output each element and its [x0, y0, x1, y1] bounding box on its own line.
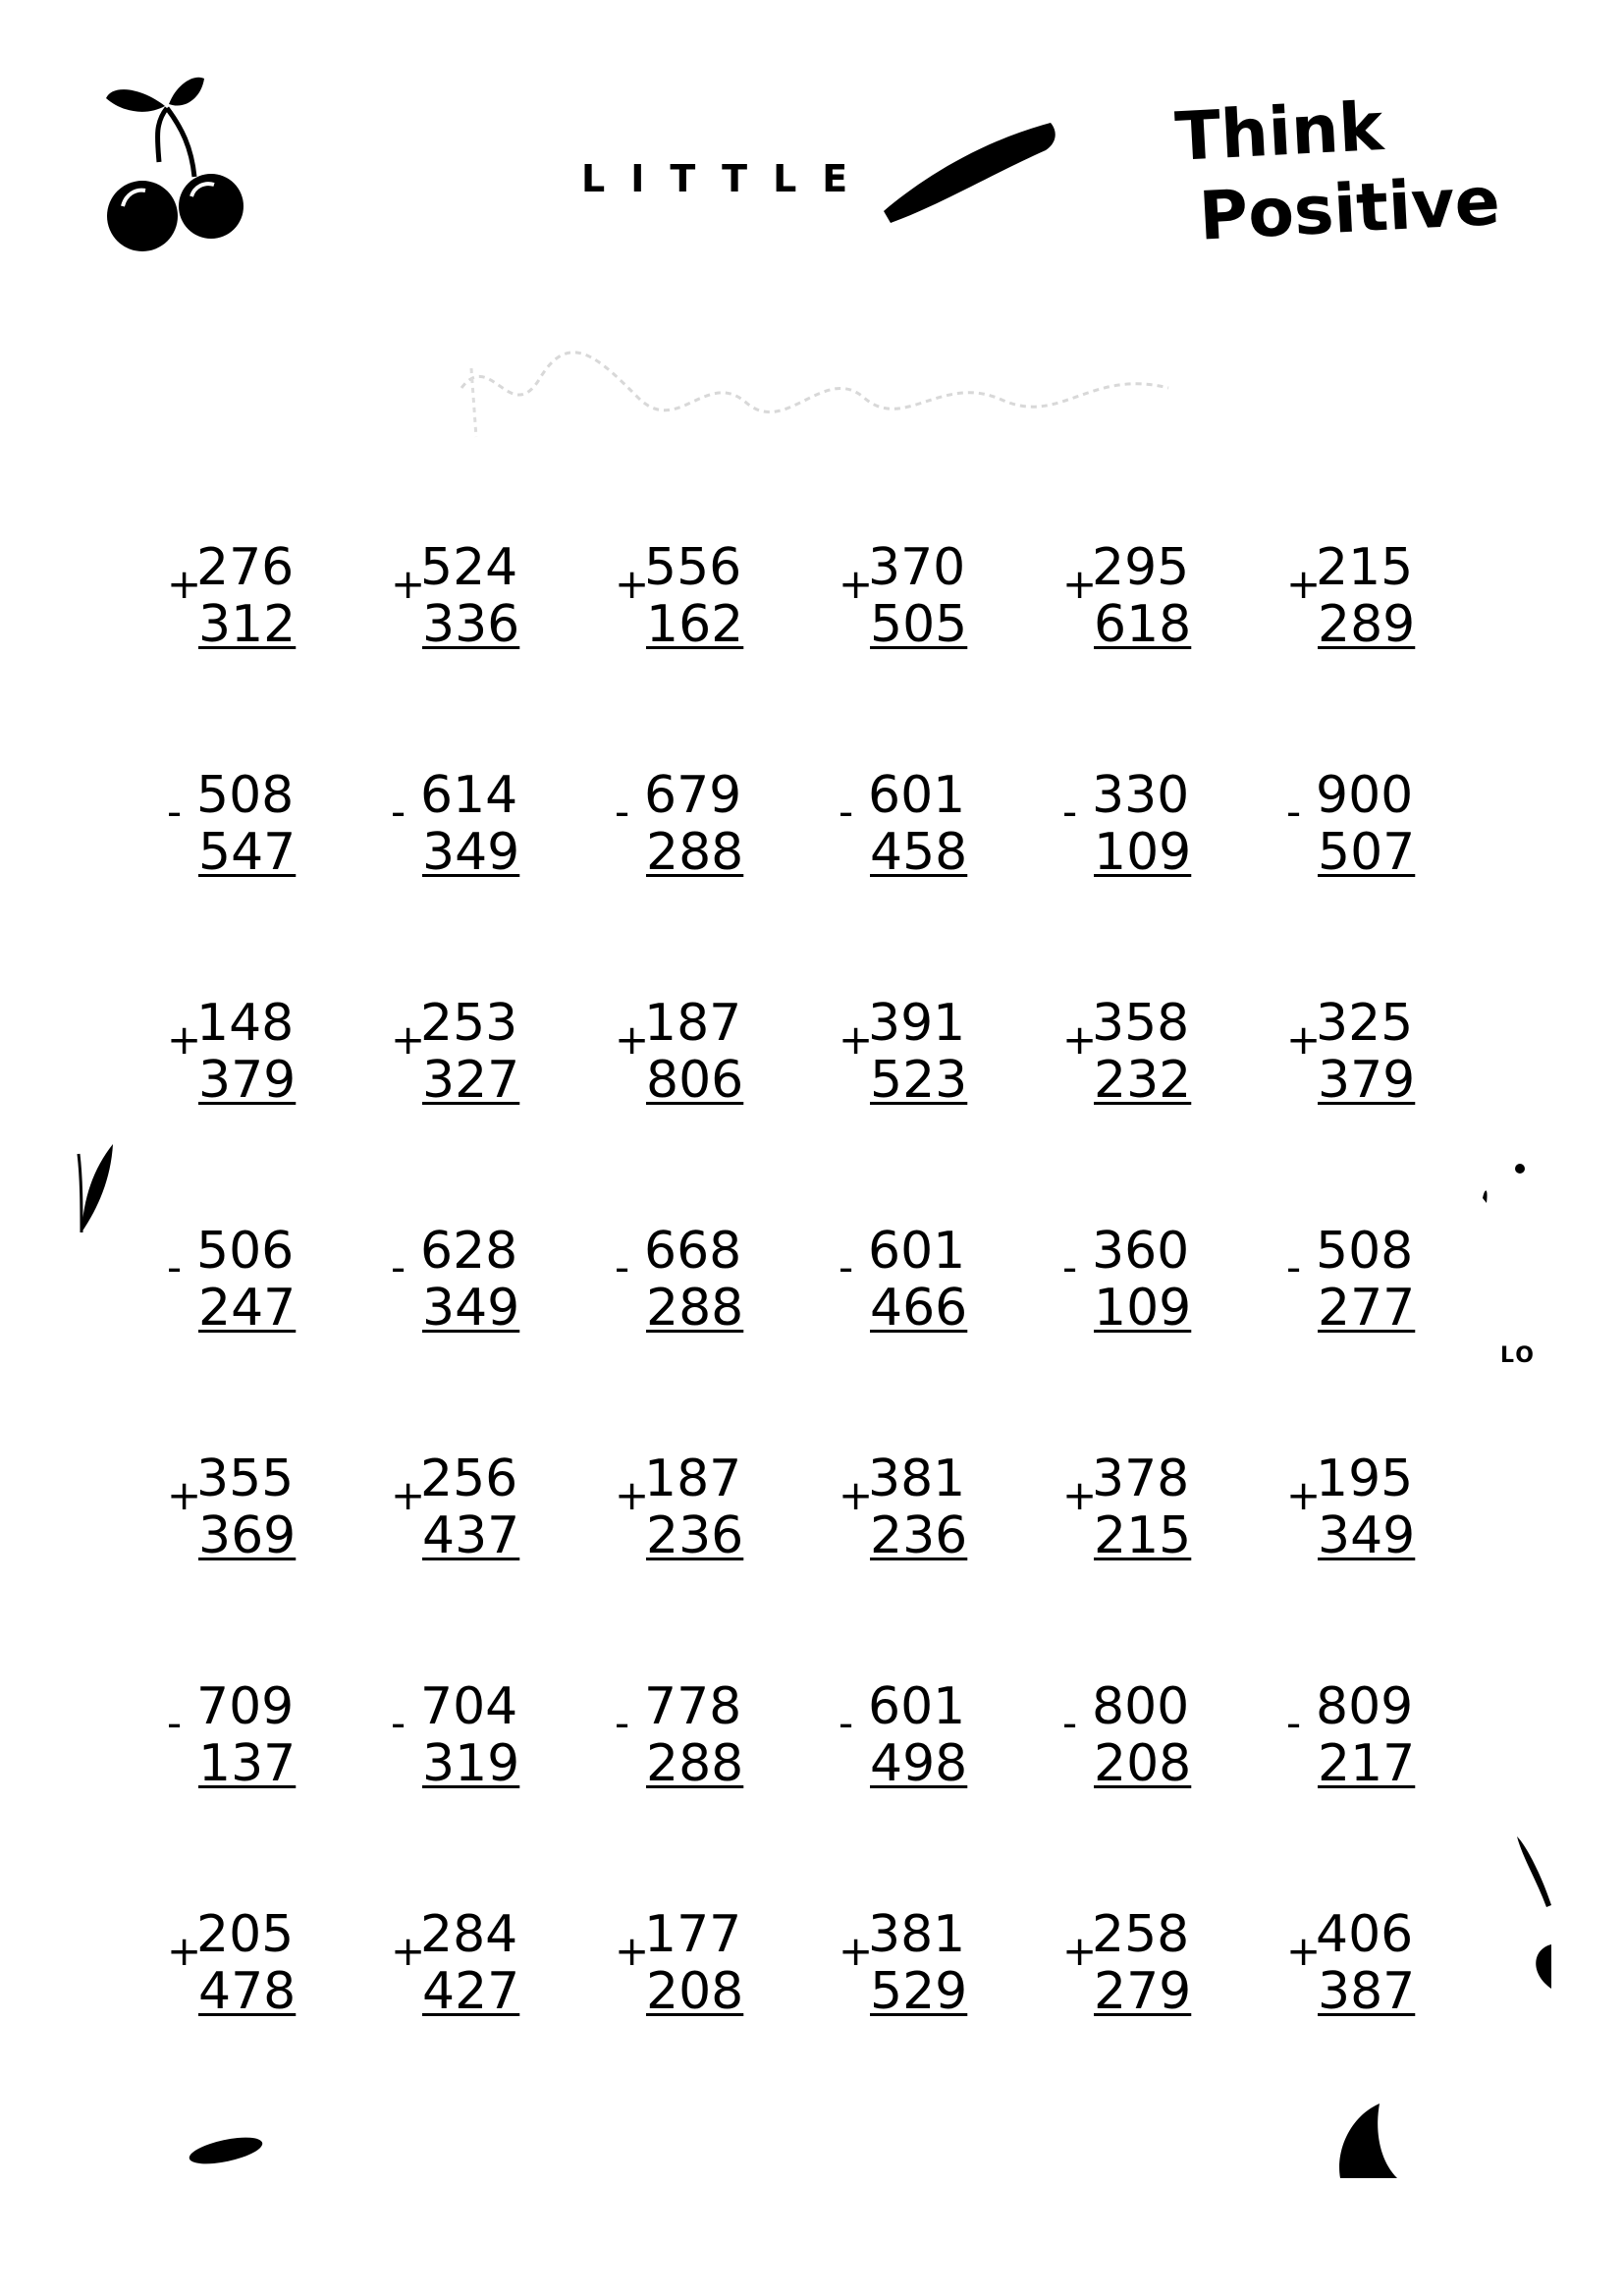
slogan — [1173, 82, 1502, 259]
top-operand: 524 — [420, 538, 518, 597]
top-operand: 355 — [196, 1449, 295, 1508]
top-operand: 508 — [1316, 1222, 1414, 1281]
bottom-operand: 349 — [422, 823, 520, 882]
problem — [1276, 766, 1424, 894]
problem — [381, 538, 528, 666]
bottom-operand: 236 — [870, 1506, 968, 1565]
operator: - — [839, 1699, 854, 1747]
top-operand: 378 — [1092, 1449, 1190, 1508]
bottom-operand: 208 — [1094, 1734, 1192, 1793]
bottom-operand: 312 — [198, 595, 297, 654]
problem-row — [157, 1449, 1463, 1677]
brand-title: LITTLE — [581, 157, 874, 200]
problem — [829, 766, 976, 894]
bottom-operand: 277 — [1318, 1279, 1416, 1338]
top-operand: 809 — [1316, 1677, 1414, 1736]
problem-row — [157, 1222, 1463, 1449]
top-operand: 391 — [868, 994, 966, 1053]
bottom-operand: 109 — [1094, 823, 1192, 882]
operator: + — [391, 560, 426, 608]
problem — [157, 1449, 304, 1577]
problem-row — [157, 766, 1463, 994]
seed-icon — [187, 2131, 265, 2170]
problem — [829, 1222, 976, 1349]
problem-row — [157, 1905, 1463, 2133]
problem — [157, 1905, 304, 2033]
bottom-operand: 505 — [870, 595, 968, 654]
problem — [1276, 1222, 1424, 1349]
operator: - — [839, 1243, 854, 1291]
problem — [1276, 1905, 1424, 2033]
problem — [829, 994, 976, 1121]
problem — [605, 1449, 752, 1577]
problem — [1053, 766, 1200, 894]
cherry-icon — [98, 69, 245, 255]
top-operand: 187 — [644, 994, 742, 1053]
bottom-operand: 232 — [1094, 1051, 1192, 1110]
top-operand: 358 — [1092, 994, 1190, 1053]
bottom-operand: 208 — [646, 1962, 744, 2021]
bottom-operand: 327 — [422, 1051, 520, 1110]
bottom-operand: 236 — [646, 1506, 744, 1565]
top-operand: 601 — [868, 766, 966, 825]
bottom-operand: 109 — [1094, 1279, 1192, 1338]
bottom-operand: 288 — [646, 1279, 744, 1338]
top-operand: 256 — [420, 1449, 518, 1508]
top-operand: 177 — [644, 1905, 742, 1964]
problem — [381, 1449, 528, 1577]
problem-row — [157, 1677, 1463, 1905]
bottom-operand: 458 — [870, 823, 968, 882]
operator: + — [1286, 560, 1322, 608]
operator: + — [839, 1015, 874, 1064]
operator: + — [615, 1015, 650, 1064]
top-operand: 284 — [420, 1905, 518, 1964]
problem — [1053, 1677, 1200, 1805]
bottom-operand: 379 — [198, 1051, 297, 1110]
bottom-operand: 478 — [198, 1962, 297, 2021]
operator: + — [167, 1927, 202, 1975]
operator: + — [1062, 1927, 1098, 1975]
bottom-operand: 289 — [1318, 595, 1416, 654]
problem — [605, 766, 752, 894]
operator: + — [839, 1471, 874, 1519]
operator: + — [391, 1015, 426, 1064]
operator: + — [839, 560, 874, 608]
problem — [381, 994, 528, 1121]
operator: - — [1062, 788, 1078, 836]
bottom-operand: 336 — [422, 595, 520, 654]
bottom-operand: 523 — [870, 1051, 968, 1110]
problem — [605, 538, 752, 666]
bottom-operand: 288 — [646, 1734, 744, 1793]
bottom-operand: 427 — [422, 1962, 520, 2021]
top-operand: 900 — [1316, 766, 1414, 825]
problem — [829, 538, 976, 666]
operator: - — [615, 788, 630, 836]
bottom-operand: 466 — [870, 1279, 968, 1338]
margin-text: LO — [1500, 1343, 1536, 1368]
faint-scribble — [452, 329, 1178, 447]
bottom-operand: 618 — [1094, 595, 1192, 654]
problem — [381, 1677, 528, 1805]
problem — [829, 1905, 976, 2033]
bottom-operand: 349 — [422, 1279, 520, 1338]
operator: - — [1062, 1699, 1078, 1747]
top-operand: 195 — [1316, 1449, 1414, 1508]
operator: + — [615, 1471, 650, 1519]
problem — [605, 1905, 752, 2033]
bottom-operand: 137 — [198, 1734, 297, 1793]
bottom-operand: 369 — [198, 1506, 297, 1565]
operator: - — [615, 1243, 630, 1291]
top-operand: 800 — [1092, 1677, 1190, 1736]
operator: + — [615, 560, 650, 608]
operator: - — [167, 1699, 183, 1747]
top-operand: 679 — [644, 766, 742, 825]
operator: + — [1062, 1015, 1098, 1064]
bottom-operand: 217 — [1318, 1734, 1416, 1793]
bottom-operand: 288 — [646, 823, 744, 882]
bottom-operand: 547 — [198, 823, 297, 882]
top-operand: 295 — [1092, 538, 1190, 597]
slogan-line-2: Positive — [1197, 162, 1502, 256]
operator: + — [1286, 1471, 1322, 1519]
problem — [157, 766, 304, 894]
bottom-operand: 279 — [1094, 1962, 1192, 2021]
operator: - — [391, 1699, 406, 1747]
problem — [1053, 1905, 1200, 2033]
problem-row — [157, 538, 1463, 766]
bottom-operand: 247 — [198, 1279, 297, 1338]
operator: + — [839, 1927, 874, 1975]
drop-icon — [1512, 1827, 1561, 2003]
bottom-operand: 387 — [1318, 1962, 1416, 2021]
operator: - — [167, 788, 183, 836]
top-operand: 508 — [196, 766, 295, 825]
top-operand: 325 — [1316, 994, 1414, 1053]
problem — [1276, 1449, 1424, 1577]
top-operand: 360 — [1092, 1222, 1190, 1281]
problem — [1053, 994, 1200, 1121]
top-operand: 276 — [196, 538, 295, 597]
bottom-operand: 437 — [422, 1506, 520, 1565]
problem — [1276, 994, 1424, 1121]
problem — [829, 1449, 976, 1577]
problem — [829, 1677, 976, 1805]
operator: - — [1286, 1699, 1302, 1747]
problem — [605, 994, 752, 1121]
top-operand: 628 — [420, 1222, 518, 1281]
operator: + — [167, 560, 202, 608]
bottom-operand: 806 — [646, 1051, 744, 1110]
top-operand: 330 — [1092, 766, 1190, 825]
problem — [1053, 538, 1200, 666]
operator: - — [1062, 1243, 1078, 1291]
top-operand: 148 — [196, 994, 295, 1053]
bottom-operand: 319 — [422, 1734, 520, 1793]
bottom-operand: 379 — [1318, 1051, 1416, 1110]
problem — [605, 1222, 752, 1349]
top-operand: 601 — [868, 1677, 966, 1736]
operator: - — [167, 1243, 183, 1291]
bottom-operand: 498 — [870, 1734, 968, 1793]
wave-icon — [1330, 2102, 1399, 2180]
top-operand: 709 — [196, 1677, 295, 1736]
problem-grid — [157, 538, 1463, 2133]
bottom-operand: 162 — [646, 595, 744, 654]
problem — [157, 1222, 304, 1349]
problem — [157, 1677, 304, 1805]
dots-icon — [1473, 1159, 1532, 1218]
problem — [1276, 1677, 1424, 1805]
top-operand: 370 — [868, 538, 966, 597]
problem — [381, 1905, 528, 2033]
operator: + — [1286, 1927, 1322, 1975]
problem — [381, 1222, 528, 1349]
problem-row — [157, 994, 1463, 1222]
operator: + — [1062, 560, 1098, 608]
problem — [1053, 1449, 1200, 1577]
problem — [157, 994, 304, 1121]
top-operand: 506 — [196, 1222, 295, 1281]
bottom-operand: 529 — [870, 1962, 968, 2021]
operator: + — [1286, 1015, 1322, 1064]
operator: + — [391, 1927, 426, 1975]
top-operand: 215 — [1316, 538, 1414, 597]
problem — [1053, 1222, 1200, 1349]
operator: + — [167, 1471, 202, 1519]
operator: - — [391, 788, 406, 836]
operator: - — [391, 1243, 406, 1291]
operator: + — [1062, 1471, 1098, 1519]
operator: + — [167, 1015, 202, 1064]
top-operand: 601 — [868, 1222, 966, 1281]
problem — [157, 538, 304, 666]
top-operand: 253 — [420, 994, 518, 1053]
operator: - — [615, 1699, 630, 1747]
operator: - — [1286, 1243, 1302, 1291]
bottom-operand: 507 — [1318, 823, 1416, 882]
operator: - — [1286, 788, 1302, 836]
top-operand: 258 — [1092, 1905, 1190, 1964]
leaf-icon — [74, 1139, 123, 1257]
top-operand: 556 — [644, 538, 742, 597]
top-operand: 406 — [1316, 1905, 1414, 1964]
top-operand: 187 — [644, 1449, 742, 1508]
top-operand: 614 — [420, 766, 518, 825]
operator: + — [615, 1927, 650, 1975]
slogan-line-1: Think — [1173, 87, 1385, 177]
problem — [605, 1677, 752, 1805]
problem — [381, 766, 528, 894]
top-operand: 381 — [868, 1449, 966, 1508]
operator: + — [391, 1471, 426, 1519]
top-operand: 704 — [420, 1677, 518, 1736]
top-operand: 205 — [196, 1905, 295, 1964]
bottom-operand: 349 — [1318, 1506, 1416, 1565]
scribble-icon — [879, 113, 1065, 231]
problem — [1276, 538, 1424, 666]
top-operand: 778 — [644, 1677, 742, 1736]
operator: - — [839, 788, 854, 836]
top-operand: 381 — [868, 1905, 966, 1964]
top-operand: 668 — [644, 1222, 742, 1281]
bottom-operand: 215 — [1094, 1506, 1192, 1565]
